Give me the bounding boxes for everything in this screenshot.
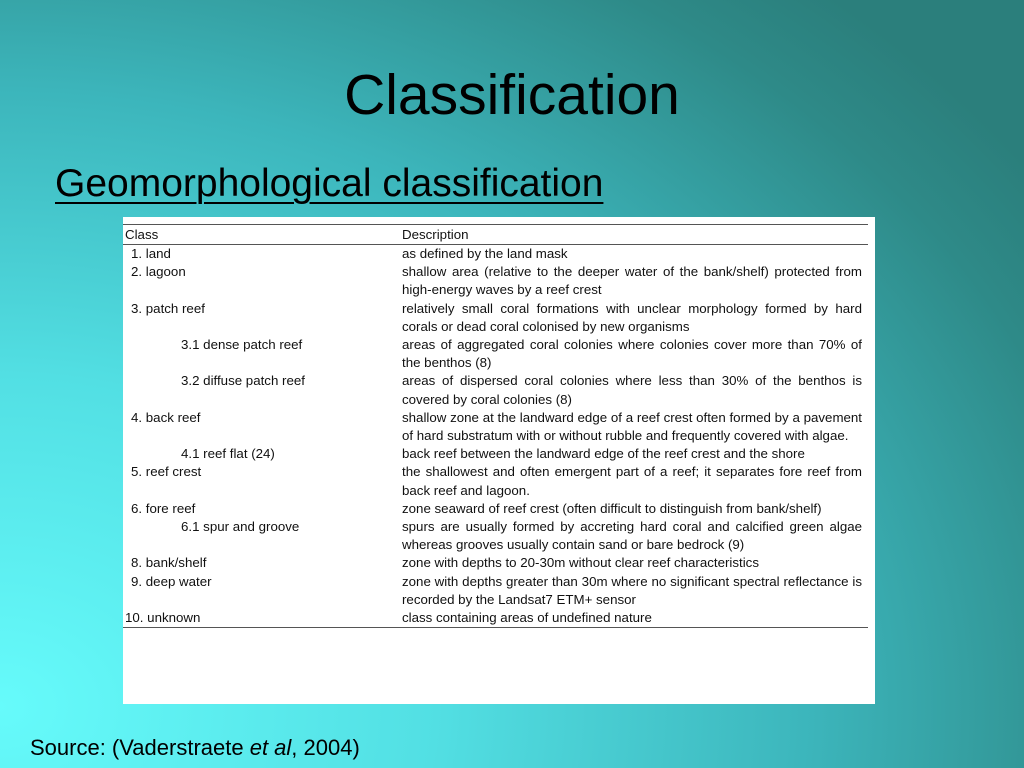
row-description: relatively small coral formations with unclear morphology formed by hard corals or dead coral colonised by new organisms — [402, 300, 862, 334]
row-class: 3.2 diffuse patch reef — [181, 373, 305, 389]
table-row — [123, 409, 868, 445]
row-class: 8. bank/shelf — [131, 555, 207, 571]
source-suffix: , 2004) — [291, 735, 360, 760]
row-description: shallow area (relative to the deeper water of the bank/shelf) protected from high-energy waves by a reef crest — [402, 264, 862, 298]
row-description: spurs are usually formed by accreting hard coral and calcified green algae whereas grooves usually contain sand or bare bedrock (9) — [402, 519, 862, 553]
row-description: the shallowest and often emergent part of a reef; it separates fore reef from back reef and lagoon. — [402, 464, 862, 498]
row-description: zone with depths to 20-30m without clear reef characteristics — [402, 555, 759, 571]
row-class: 1. land — [131, 246, 171, 261]
table-row — [123, 609, 868, 628]
table-row — [123, 372, 868, 408]
row-class: 5. reef crest — [131, 464, 202, 480]
row-class: 4.1 reef flat (24) — [181, 446, 275, 462]
row-description: shallow zone at the landward edge of a reef crest often formed by a pavement of hard substratum with or without rubble and frequently covered with algae. — [402, 409, 862, 444]
row-description: back reef between the landward edge of the reef crest and the shore — [402, 446, 805, 462]
row-description: areas of dispersed coral colonies where less than 30% of the benthos is covered by coral colonies (8) — [402, 373, 862, 407]
table-row — [123, 518, 868, 554]
source-citation — [30, 734, 360, 762]
table-row — [123, 300, 868, 336]
row-description: zone with depths greater than 30m where no significant spectral reflectance is recorded by the Landsat7 ETM+ sensor — [402, 573, 862, 607]
slide-subtitle: Geomorphological classification — [55, 162, 604, 205]
row-class: 3.1 dense patch reef — [181, 337, 303, 353]
table-row — [123, 573, 868, 609]
row-class: 6.1 spur and groove — [181, 519, 300, 535]
source-prefix: Source: (Vaderstraete — [30, 735, 250, 760]
row-class: 10. unknown — [125, 610, 201, 626]
table-row — [123, 445, 868, 463]
table-row — [123, 500, 868, 518]
header-description: Description — [399, 225, 868, 245]
row-class: 2. lagoon — [131, 264, 186, 280]
table-row — [123, 463, 868, 499]
classification-table-card — [123, 217, 875, 704]
table-header-row — [123, 225, 868, 245]
table-row — [123, 554, 868, 572]
row-class: 6. fore reef — [131, 500, 196, 516]
classification-table — [123, 224, 868, 628]
table-row — [123, 245, 868, 264]
source-italic: et al — [249, 735, 292, 760]
table-row — [123, 263, 868, 299]
row-description: zone seaward of reef crest (often difficult to distinguish from bank/shelf) — [402, 500, 822, 516]
row-class: 4. back reef — [131, 409, 201, 425]
row-class: 9. deep water — [131, 573, 212, 589]
row-class: 3. patch reef — [131, 300, 205, 316]
row-description: class containing areas of undefined nature — [402, 610, 652, 626]
row-description: as defined by the land mask — [402, 246, 568, 261]
slide-title: Classification — [344, 63, 680, 127]
row-description: areas of aggregated coral colonies where colonies cover more than 70% of the benthos (8) — [402, 337, 862, 371]
header-class: Class — [123, 225, 399, 245]
table-row — [123, 336, 868, 372]
